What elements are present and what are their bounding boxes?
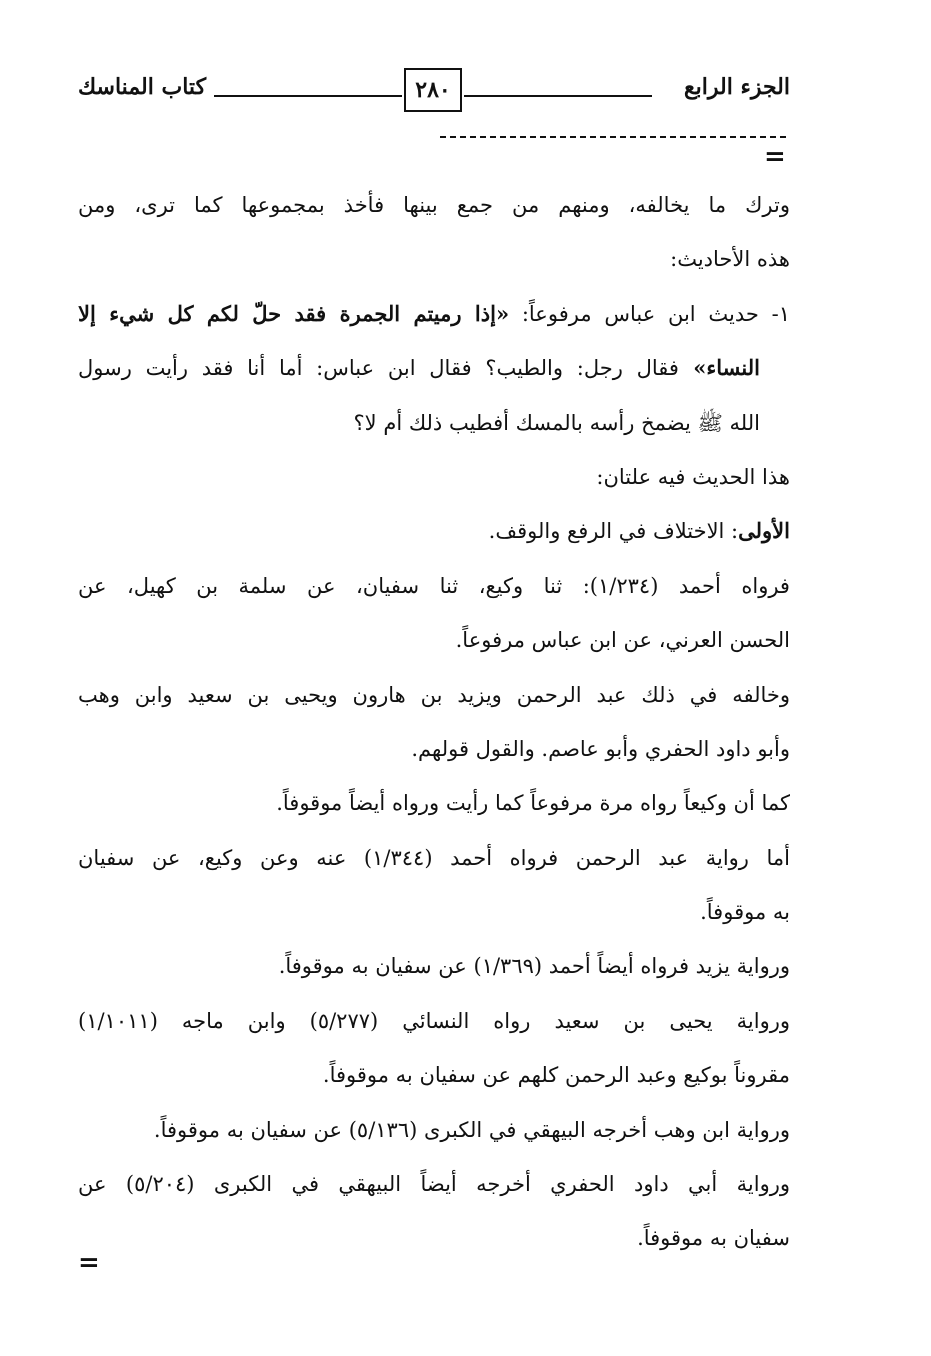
text-line	[78, 287, 790, 341]
line-text: ورواية يحيى بن سعيد رواه النسائي (٥/٢٧٧) وابن ماجه (١/١٠١١)	[78, 1008, 790, 1033]
text-line	[78, 232, 790, 286]
text-line	[78, 668, 790, 722]
text-line	[78, 885, 790, 939]
dashed-divider	[440, 136, 786, 138]
line-text: فرواه أحمد (١/٢٣٤): ثنا وكيع، ثنا سفيان، عن سلمة بن كهيل، عن	[78, 573, 790, 598]
text-line	[78, 450, 790, 504]
line-text: ورواية ابن وهب أخرجه البيهقي في الكبرى (٥/١٣٦) عن سفيان به موقوفاً.	[153, 1117, 790, 1142]
text-line	[78, 559, 790, 613]
header-rule-left	[214, 95, 402, 97]
line-text: مقروناً بوكيع وعبد الرحمن كلهم عن سفيان به موقوفاً.	[322, 1063, 790, 1088]
line-text: وترك ما يخالفه، ومنهم من جمع بينها فأخذ بمجموعها كما ترى، ومن	[78, 193, 790, 217]
line-text: هذا الحديث فيه علتان:	[596, 464, 790, 489]
text-line	[78, 994, 790, 1048]
text-line	[78, 1103, 790, 1157]
emphasized-text: النساء»	[678, 355, 760, 381]
text-line	[78, 831, 790, 885]
line-text: كما أن وكيعاً رواه مرة مرفوعاً كما رأيت ورواه أيضاً موقوفاً.	[276, 791, 790, 816]
text-line	[78, 396, 790, 450]
line-text: هذه الأحاديث:	[670, 247, 790, 272]
text-line	[78, 1211, 790, 1265]
line-text: فقال رجل: والطيب؟ فقال ابن عباس: أما أنا فقد رأيت رسول	[78, 356, 679, 381]
text-line	[78, 613, 790, 667]
emphasized-text: «إذا رميتم الجمرة فقد حلّ لكم كل شيء إلا	[78, 300, 510, 326]
line-text: ورواية يزيد فرواه أيضاً أحمد (١/٣٦٩) عن سفيان به موقوفاً.	[278, 954, 790, 979]
page-number-box	[404, 68, 462, 112]
main-text	[78, 178, 790, 1266]
line-text: سفيان به موقوفاً.	[637, 1226, 790, 1251]
text-line	[78, 504, 790, 558]
line-text: : الاختلاف في الرفع والوقف.	[488, 519, 739, 544]
text-line	[78, 341, 790, 395]
page-number: ٢٨٠	[415, 77, 451, 103]
line-text: أما رواية عبد الرحمن فرواه أحمد (١/٣٤٤) عنه وعن وكيع، عن سفيان	[78, 845, 790, 870]
line-text: وخالفه في ذلك عبد الرحمن ويزيد بن هارون ويحيى بن سعيد وابن وهب	[78, 682, 790, 707]
line-text: الله ﷺ يضمخ رأسه بالمسك أفطيب ذلك أم لا؟	[353, 410, 760, 435]
running-header	[78, 68, 790, 118]
text-line	[78, 939, 790, 993]
text-line	[78, 178, 790, 232]
line-text: وأبو داود الحفري وأبو عاصم. والقول قولهم.	[411, 736, 790, 761]
text-line	[78, 1048, 790, 1102]
header-rule-right	[464, 95, 652, 97]
emphasized-text: الأولى	[738, 518, 790, 544]
line-text: به موقوفاً.	[700, 900, 790, 925]
text-line	[78, 1157, 790, 1211]
continuation-mark-bottom: =	[78, 1248, 100, 1278]
book-title: كتاب المناسك	[78, 74, 207, 100]
text-line	[78, 722, 790, 776]
line-text: ورواية أبي داود الحفري أخرجه أيضاً البيهقي في الكبرى (٥/٢٠٤) عن	[78, 1172, 790, 1197]
continuation-mark-top: =	[764, 142, 786, 172]
text-line	[78, 776, 790, 830]
volume-title: الجزء الرابع	[683, 74, 790, 100]
line-prefix: ١- حديث ابن عباس مرفوعاً:	[509, 301, 790, 326]
line-text: الحسن العرني، عن ابن عباس مرفوعاً.	[455, 628, 790, 653]
